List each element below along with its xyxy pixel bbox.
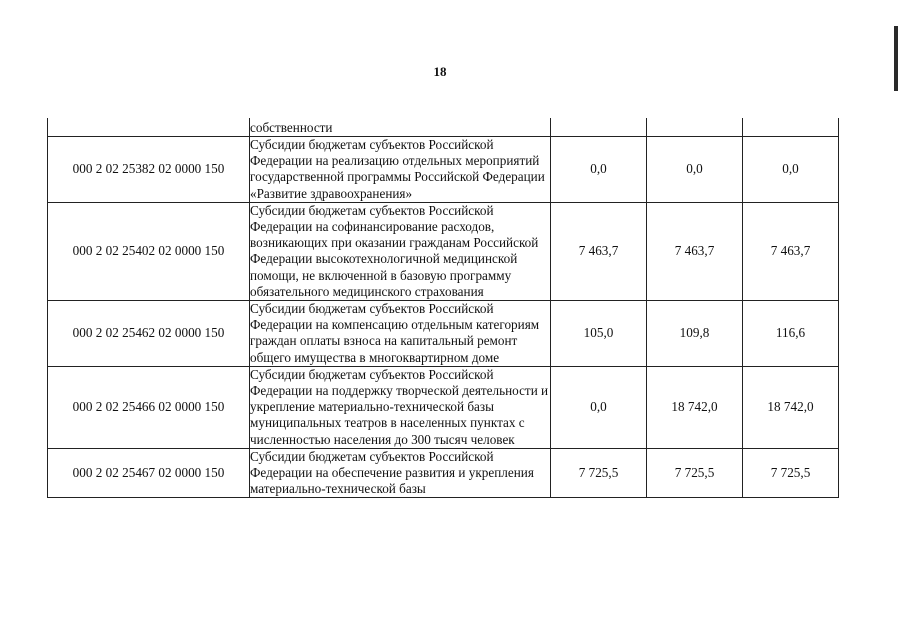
table-row xyxy=(48,366,839,448)
value-cell-year2: 0,0 xyxy=(647,137,743,203)
description-cell: Субсидии бюджетам субъектов Российской Федерации на компенсацию отдельным категориям граждан оплаты взноса на капитальный ремонт общего имущества в многоквартирном доме xyxy=(250,301,551,367)
budget-code-cell: 000 2 02 25382 02 0000 150 xyxy=(48,137,250,203)
description-cell: Субсидии бюджетам субъектов Российской Федерации на реализацию отдельных мероприятий государственной программы Российской Федерации «Развитие здравоохранения» xyxy=(250,137,551,203)
budget-table xyxy=(47,118,839,498)
page-number: 18 xyxy=(433,64,447,79)
value-cell-year3 xyxy=(743,118,839,137)
budget-code-cell: 000 2 02 25467 02 0000 150 xyxy=(48,448,250,498)
description-cell: собственности xyxy=(250,118,551,137)
description-cell: Субсидии бюджетам субъектов Российской Федерации на обеспечение развития и укрепления материально-технической базы xyxy=(250,448,551,498)
value-cell-year2 xyxy=(647,118,743,137)
value-cell-year1: 105,0 xyxy=(551,301,647,367)
budget-code-cell: 000 2 02 25402 02 0000 150 xyxy=(48,202,250,300)
value-cell-year1: 0,0 xyxy=(551,137,647,203)
value-cell-year3: 18 742,0 xyxy=(743,366,839,448)
value-cell-year3: 0,0 xyxy=(743,137,839,203)
value-cell-year1 xyxy=(551,118,647,137)
value-cell-year3: 116,6 xyxy=(743,301,839,367)
budget-code-cell: 000 2 02 25466 02 0000 150 xyxy=(48,366,250,448)
value-cell-year2: 18 742,0 xyxy=(647,366,743,448)
value-cell-year3: 7 463,7 xyxy=(743,202,839,300)
budget-code-cell: 000 2 02 25462 02 0000 150 xyxy=(48,301,250,367)
description-cell: Субсидии бюджетам субъектов Российской Федерации на поддержку творческой деятельности и укрепление материально-технической базы муниципальных театров в населенных пунктах с численностью населения до 300 тысяч человек xyxy=(250,366,551,448)
budget-code-cell xyxy=(48,118,250,137)
table-row xyxy=(48,448,839,498)
value-cell-year3: 7 725,5 xyxy=(743,448,839,498)
value-cell-year1: 7 725,5 xyxy=(551,448,647,498)
scan-edge-mark xyxy=(894,26,898,91)
value-cell-year2: 109,8 xyxy=(647,301,743,367)
table-row xyxy=(48,137,839,203)
value-cell-year1: 0,0 xyxy=(551,366,647,448)
table-row xyxy=(48,202,839,300)
table-row xyxy=(48,118,839,137)
value-cell-year2: 7 463,7 xyxy=(647,202,743,300)
table-row xyxy=(48,301,839,367)
value-cell-year2: 7 725,5 xyxy=(647,448,743,498)
value-cell-year1: 7 463,7 xyxy=(551,202,647,300)
description-cell: Субсидии бюджетам субъектов Российской Федерации на софинансирование расходов, возникающих при оказании гражданам Российской Федерации высокотехнологичной медицинской помощи, не включенной в базовую программу обязательного медицинского страхования xyxy=(250,202,551,300)
